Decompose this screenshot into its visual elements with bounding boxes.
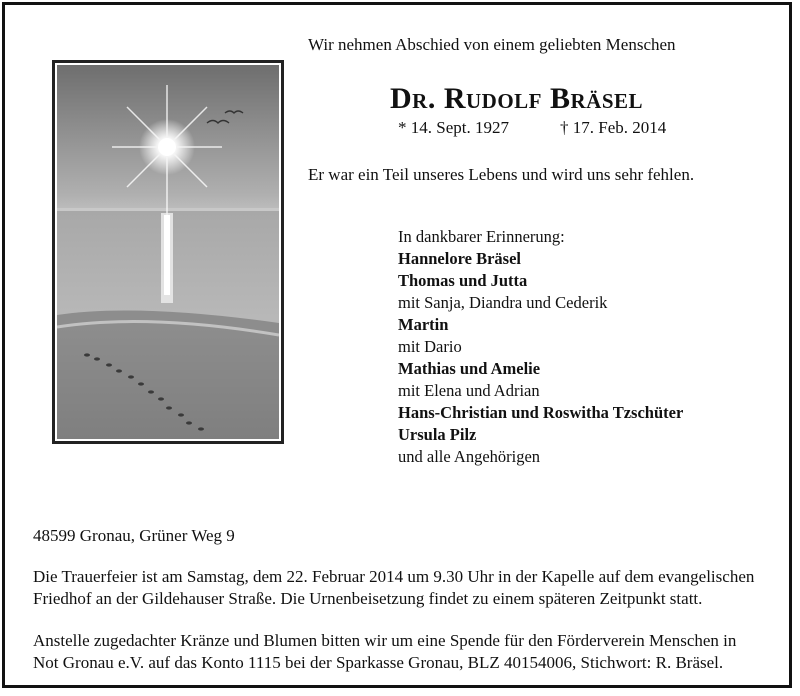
family-member: mit Sanja, Diandra und Cederik (398, 293, 608, 312)
family-intro: In dankbarer Erinnerung: (398, 227, 565, 246)
deceased-name: Dr. Rudolf Bräsel (390, 82, 644, 115)
death-date: † 17. Feb. 2014 (560, 118, 667, 137)
donation-info (33, 630, 736, 674)
remembrance-quote: Er war ein Teil unseres Lebens und wird uns sehr fehlen. (308, 165, 695, 184)
service-line: Friedhof an der Gildehauser Straße. Die Urnenbeisetzung findet zu einem späteren Zeitpunkt statt. (33, 589, 703, 608)
family-member: Ursula Pilz (398, 425, 477, 444)
family-member: Mathias und Amelie (398, 359, 541, 378)
birth-date: * 14. Sept. 1927 (398, 118, 509, 137)
family-list (398, 226, 683, 468)
service-line: Die Trauerfeier ist am Samstag, dem 22. Februar 2014 um 9.30 Uhr in der Kapelle auf dem evangelischen (33, 567, 755, 586)
family-member: Thomas und Jutta (398, 271, 528, 290)
family-member: mit Dario (398, 337, 462, 356)
family-member: und alle Angehörigen (398, 447, 541, 466)
memorial-photo (52, 60, 284, 444)
donation-line: Not Gronau e.V. auf das Konto 1115 bei der Sparkasse Gronau, BLZ 40154006, Stichwort: R. Bräsel. (33, 653, 724, 672)
funeral-service-info (33, 566, 754, 610)
family-member: Hannelore Bräsel (398, 249, 521, 268)
family-member: Martin (398, 315, 449, 334)
family-member: Hans-Christian und Roswitha Tzschüter (398, 403, 684, 422)
sea-sunset-image (57, 65, 279, 439)
intro-line: Wir nehmen Abschied von einem geliebten Menschen (308, 35, 676, 54)
donation-line: Anstelle zugedachter Kränze und Blumen bitten wir um eine Spende für den Förderverein Menschen in (33, 631, 737, 650)
address: 48599 Gronau, Grüner Weg 9 (33, 526, 235, 545)
family-member: mit Elena und Adrian (398, 381, 540, 400)
